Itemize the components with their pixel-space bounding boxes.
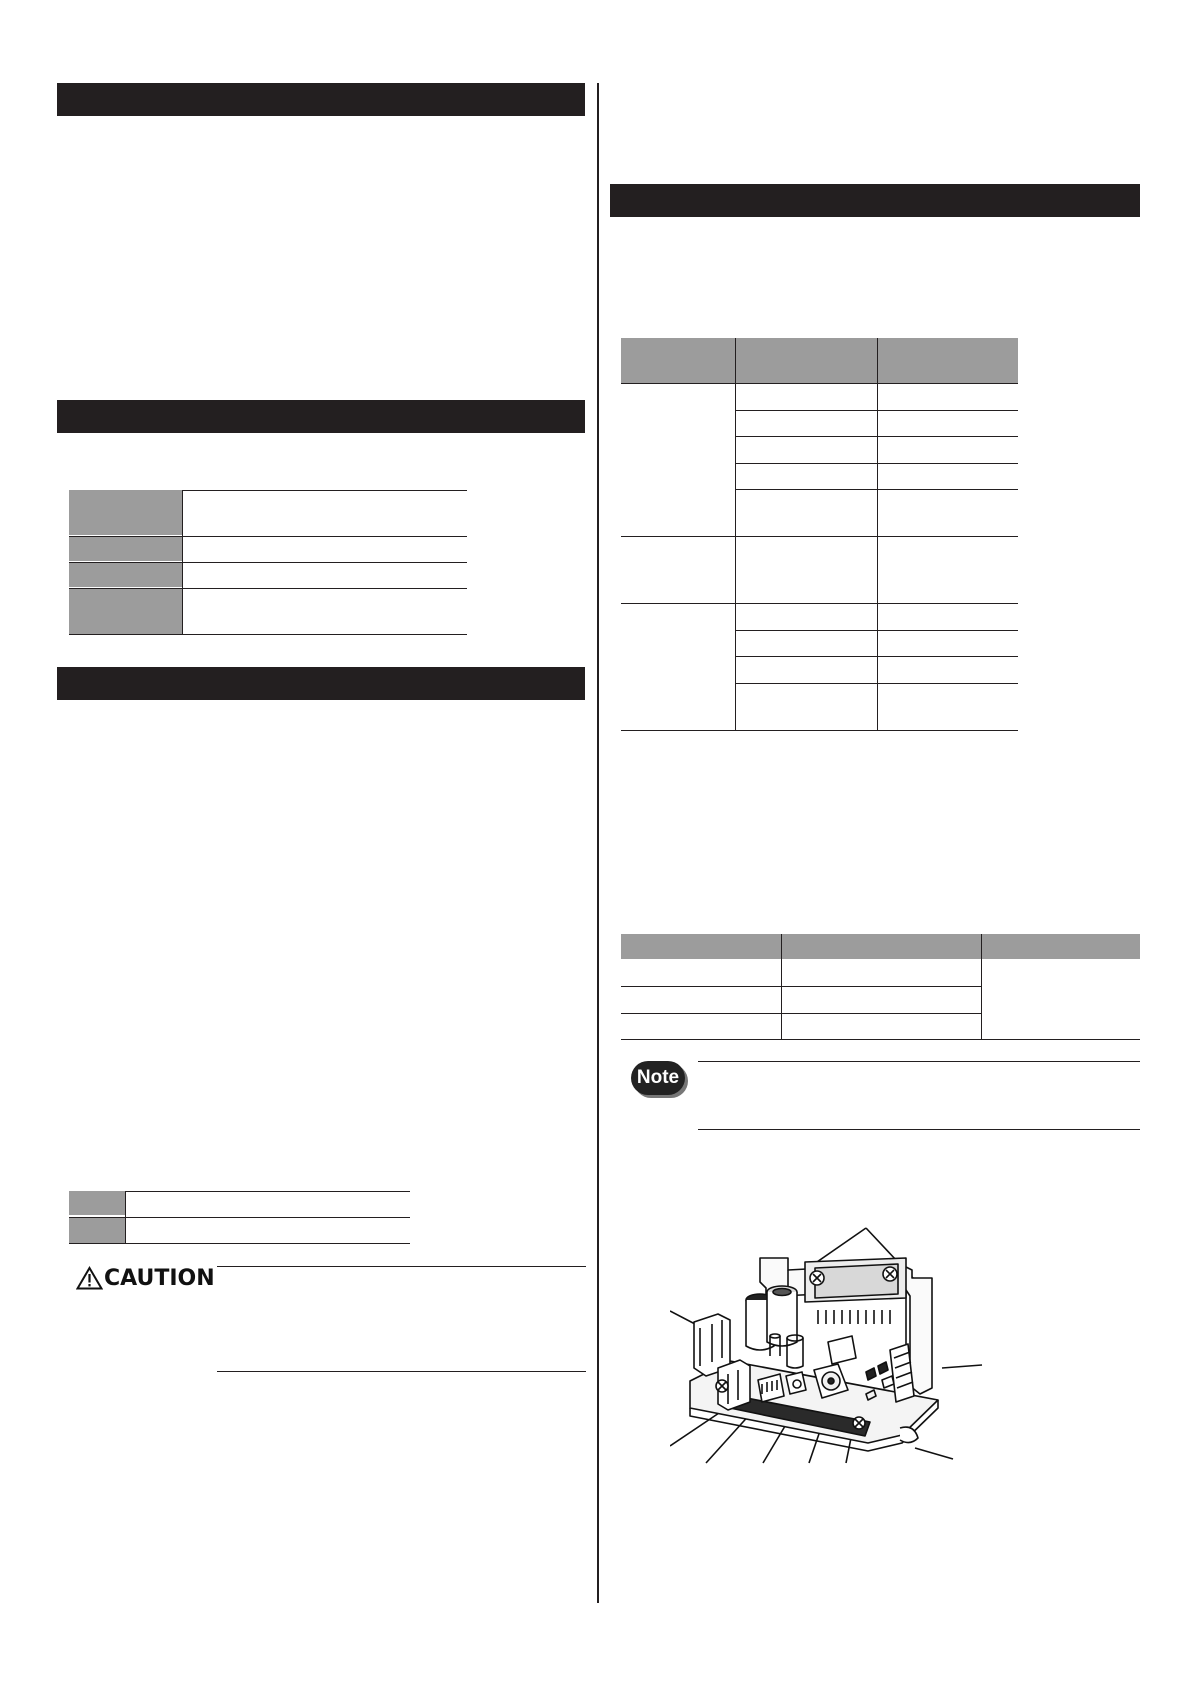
table-rule [69,634,467,635]
table-rule [621,986,981,987]
note-label: Note [636,1067,680,1088]
table-rule [735,489,1018,490]
spec-table-d-header [621,934,1140,959]
section-heading-bar-3 [57,667,585,700]
table-rule [735,630,1018,631]
section-heading-bar-1 [57,83,585,116]
table-rule [69,1243,410,1244]
table-rule [735,656,1018,657]
table-rule [621,536,1018,537]
table-rule [621,603,1018,604]
spec-table-a-label-cell [69,589,182,634]
section-heading-bar-2 [57,400,585,433]
table-rule [621,383,1018,384]
table-rule [182,490,467,491]
warning-triangle-icon [76,1266,103,1290]
table-rule-vertical [182,490,183,635]
spec-table-b-label-cell [69,1218,125,1243]
table-rule [735,683,1018,684]
driver-board-illustration [670,1218,990,1468]
table-rule [735,463,1018,464]
table-rule [69,1217,410,1218]
caution-bottom-rule [217,1371,586,1372]
table-rule [735,410,1018,411]
spec-table-a-label-cell [69,537,182,561]
table-rule [69,536,467,537]
table-rule [69,562,467,563]
caution-top-rule [217,1266,586,1267]
table-rule [69,588,467,589]
table-rule-vertical [981,934,982,1039]
spec-table-c-header [621,338,1018,383]
table-rule [735,436,1018,437]
table-rule-vertical [735,338,736,731]
table-rule [621,1039,1140,1040]
table-rule-vertical [877,338,878,731]
caution-label [76,1263,215,1293]
table-rule [621,1013,981,1014]
spec-table-a-label-cell [69,563,182,587]
note-badge [631,1061,685,1095]
section-heading-bar-4 [610,184,1140,217]
note-top-rule [698,1061,1140,1062]
table-rule [621,730,1018,731]
spec-table-b-label-cell [69,1191,125,1215]
note-bottom-rule [698,1129,1140,1130]
table-rule [125,1191,410,1192]
spec-table-a-label-cell [69,490,182,535]
table-rule-vertical [125,1191,126,1244]
caution-text: CAUTION [104,1265,215,1291]
column-divider [597,83,599,1603]
